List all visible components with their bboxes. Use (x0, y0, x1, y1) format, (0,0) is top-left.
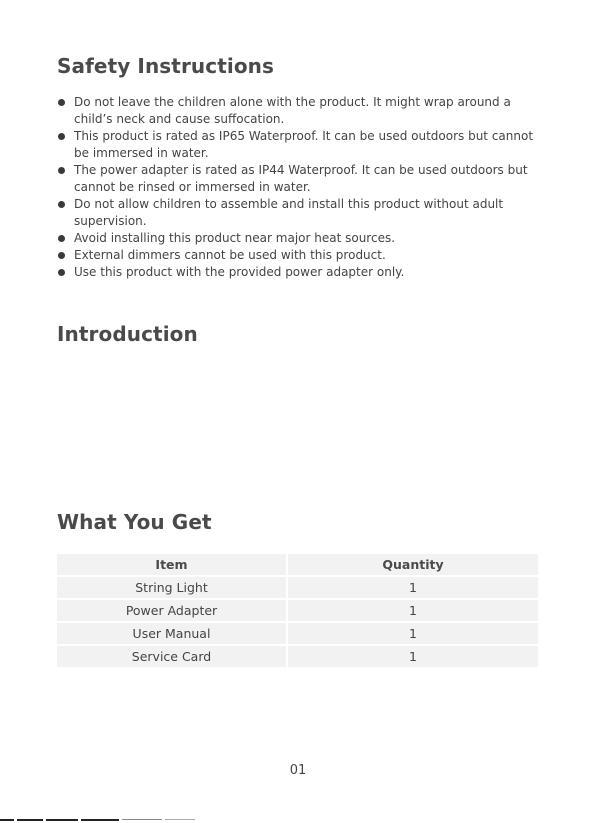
safety-item (57, 230, 547, 247)
safety-item-text: This product is rated as IP65 Waterproof. It can be used outdoors but cannot be immersed in water. (74, 129, 534, 160)
column-header-quantity: Quantity (288, 554, 538, 575)
bullet-dot-icon (58, 201, 65, 208)
column-header-item: Item (57, 554, 288, 575)
safety-instructions-heading: Safety Instructions (57, 54, 275, 78)
safety-item (57, 128, 547, 162)
quantity-cell: 1 (288, 600, 538, 621)
safety-item-text: Avoid installing this product near major heat sources. (74, 231, 396, 245)
item-cell: String Light (57, 577, 288, 598)
item-cell: Power Adapter (57, 600, 288, 621)
quantity-cell: 1 (288, 646, 538, 667)
safety-item-text: The power adapter is rated as IP44 Waterproof. It can be used outdoors but cannot be rinsed or immersed in water. (74, 163, 528, 194)
quantity-cell: 1 (288, 577, 538, 598)
page-number: 01 (289, 763, 307, 778)
safety-item-text: Do not allow children to assemble and install this product without adult supervision. (74, 197, 504, 228)
item-cell: Service Card (57, 646, 288, 667)
safety-item-text: Use this product with the provided power adapter only. (74, 265, 405, 279)
safety-item (57, 162, 547, 196)
quantity-cell: 1 (288, 623, 538, 644)
contents-table (57, 552, 538, 669)
safety-item-text: External dimmers cannot be used with this product. (74, 248, 386, 262)
bullet-dot-icon (58, 252, 65, 259)
table-row (57, 577, 538, 598)
safety-item (57, 94, 547, 128)
bullet-dot-icon (58, 167, 65, 174)
safety-item-text: Do not leave the children alone with the product. It might wrap around a child’s neck and cause suffocation. (74, 95, 511, 126)
table-row (57, 646, 538, 667)
bullet-dot-icon (58, 235, 65, 242)
table-header-row (57, 554, 538, 575)
table-row (57, 623, 538, 644)
safety-item (57, 264, 547, 281)
safety-instructions-list (57, 94, 547, 281)
safety-item (57, 196, 547, 230)
bullet-dot-icon (58, 269, 65, 276)
what-you-get-heading: What You Get (57, 510, 212, 534)
print-crop-marks (0, 819, 270, 823)
item-cell: User Manual (57, 623, 288, 644)
bullet-dot-icon (58, 99, 65, 106)
bullet-dot-icon (58, 133, 65, 140)
introduction-heading: Introduction (57, 322, 198, 346)
table-row (57, 600, 538, 621)
safety-item (57, 247, 547, 264)
